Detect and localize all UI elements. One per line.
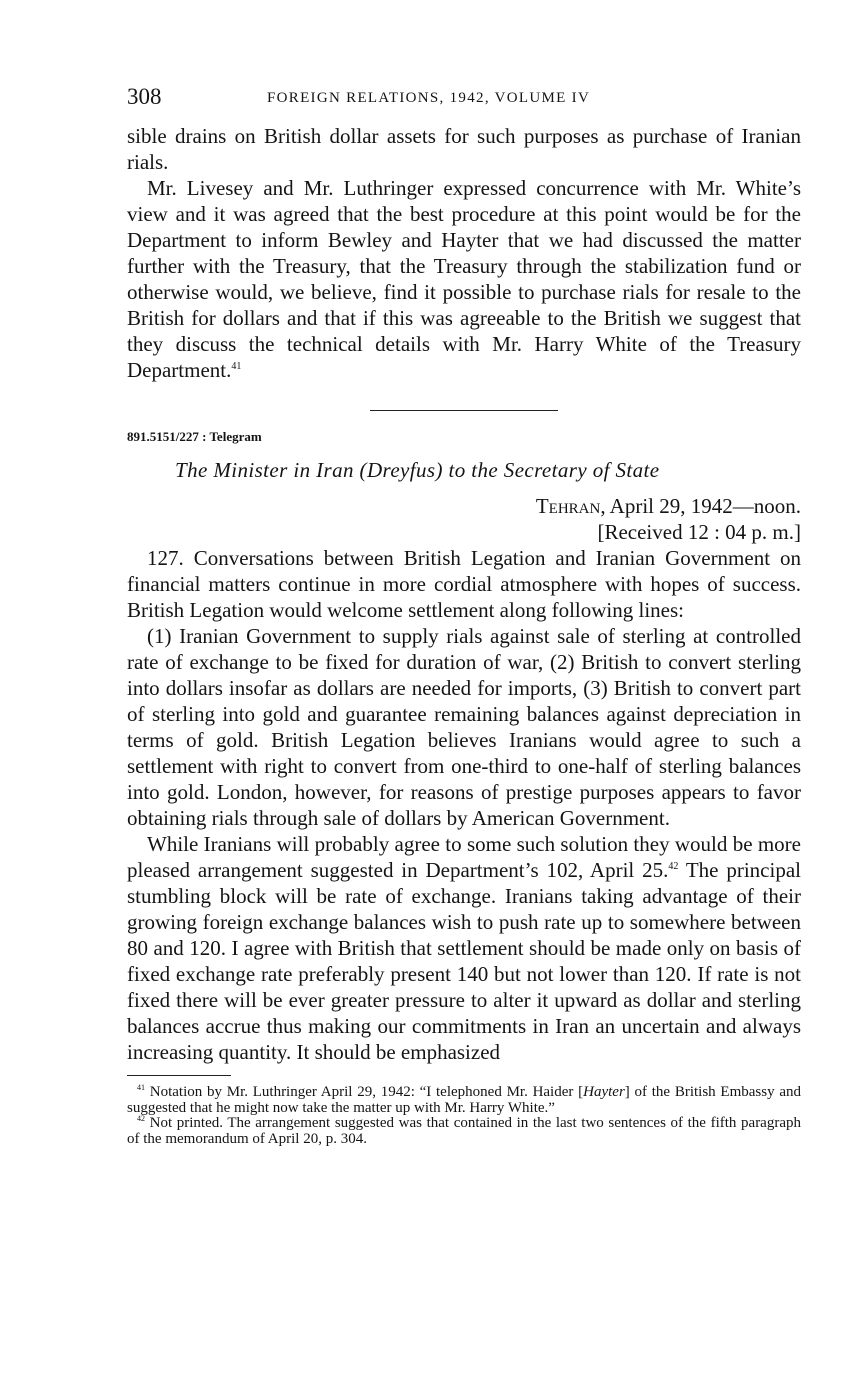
page-header <box>127 84 801 114</box>
telegram-paragraph-2: (1) Iranian Government to supply rials against sale of sterling at controlled rate of exchange to be fixed for duration of war, (2) British to convert sterling into dollars insofar as dollars are needed for imports, (3) British to convert part of sterling into gold and guarantee remaining balances against depreciation in terms of gold. British Legation believes Iranians would agree to such a settlement with right to convert from one-third to one-half of sterling balances into gold. London, however, for reasons of prestige purposes appears to favor obtaining rials through sale of dollars by American Government. <box>127 624 801 830</box>
livesey-paragraph <box>127 175 801 383</box>
footnote-mark-42: 42 <box>137 1114 145 1123</box>
footnote-41 <box>127 1085 801 1116</box>
footnote-mark-41: 41 <box>137 1083 145 1092</box>
footnote-42 <box>127 1116 801 1147</box>
section-divider <box>370 410 558 411</box>
dateline-place: Tehran, <box>535 494 606 518</box>
footnote-41-text: Notation by Mr. Luthringer April 29, 1942: “I telephoned Mr. Haider [ <box>145 1084 584 1100</box>
footnote-41-text-end: ] of the British Embassy and suggested that he might now take the matter up with Mr. Harry White.” <box>127 1084 801 1116</box>
continuation-paragraph: sible drains on British dollar assets for such purposes as purchase of Iranian rials. <box>127 124 801 174</box>
telegram-paragraph-3 <box>127 831 801 1065</box>
telegram-paragraph-3-start: While Iranians will probably agree to some such solution they would be more pleased arrangement suggested in Department’s 102, April 25. <box>127 832 801 882</box>
footnote-41-italic: Hayter <box>583 1084 625 1100</box>
file-number: 891.5151/227 : Telegram <box>127 429 262 444</box>
telegram-paragraph-1: 127. Conversations between British Legation and Iranian Government on financial matters continue in more cordial atmosphere with hopes of success. British Legation would welcome settlement along following lines: <box>127 546 801 622</box>
livesey-paragraph-text: Mr. Livesey and Mr. Luthringer expressed concurrence with Mr. White’s view and it was agreed that the best procedure at this point would be for the Department to inform Bewley and Hayter that we had discussed the matter further with the Treasury, that the Treasury through the stabilization fund or otherwise would, we believe, find it possible to purchase rials for resale to the British for dollars and that if this was agreeable to the British we suggest that they discuss the technical details with Mr. Harry White of the Treasury Department. <box>127 176 801 382</box>
footnote-ref-41: 41 <box>231 361 242 372</box>
footnote-42-text: Not printed. The arrangement suggested was that contained in the last two sentences of the fifth paragraph of the memorandum of April 20, p. 304. <box>127 1115 801 1147</box>
received-line: [Received 12 : 04 p. m.] <box>597 520 801 544</box>
footnote-ref-42: 42 <box>668 861 679 872</box>
page-number: 308 <box>127 84 162 109</box>
dateline-date: April 29, 1942—noon. <box>609 494 801 518</box>
telegram-paragraph-3-rest: The principal stumbling block will be rate of exchange. Iranians taking advantage of their growing foreign exchange balances wish to push rate up to somewhere between 80 and 120. I agree with British that settlement should be made only on basis of fixed exchange rate preferably present 140 but not lower than 120. If rate is not fixed there will be ever greater pressure to alter it upward as dollar and sterling balances accrue thus making our commitments in Iran an uncertain and always increasing quantity. It should be emphasized <box>127 858 801 1064</box>
document-page <box>127 84 801 1147</box>
footnote-divider <box>127 1075 231 1076</box>
running-title: FOREIGN RELATIONS, 1942, VOLUME IV <box>267 90 591 106</box>
dateline <box>127 493 801 519</box>
document-title: The Minister in Iran (Dreyfus) to the Secretary of State <box>175 458 660 482</box>
